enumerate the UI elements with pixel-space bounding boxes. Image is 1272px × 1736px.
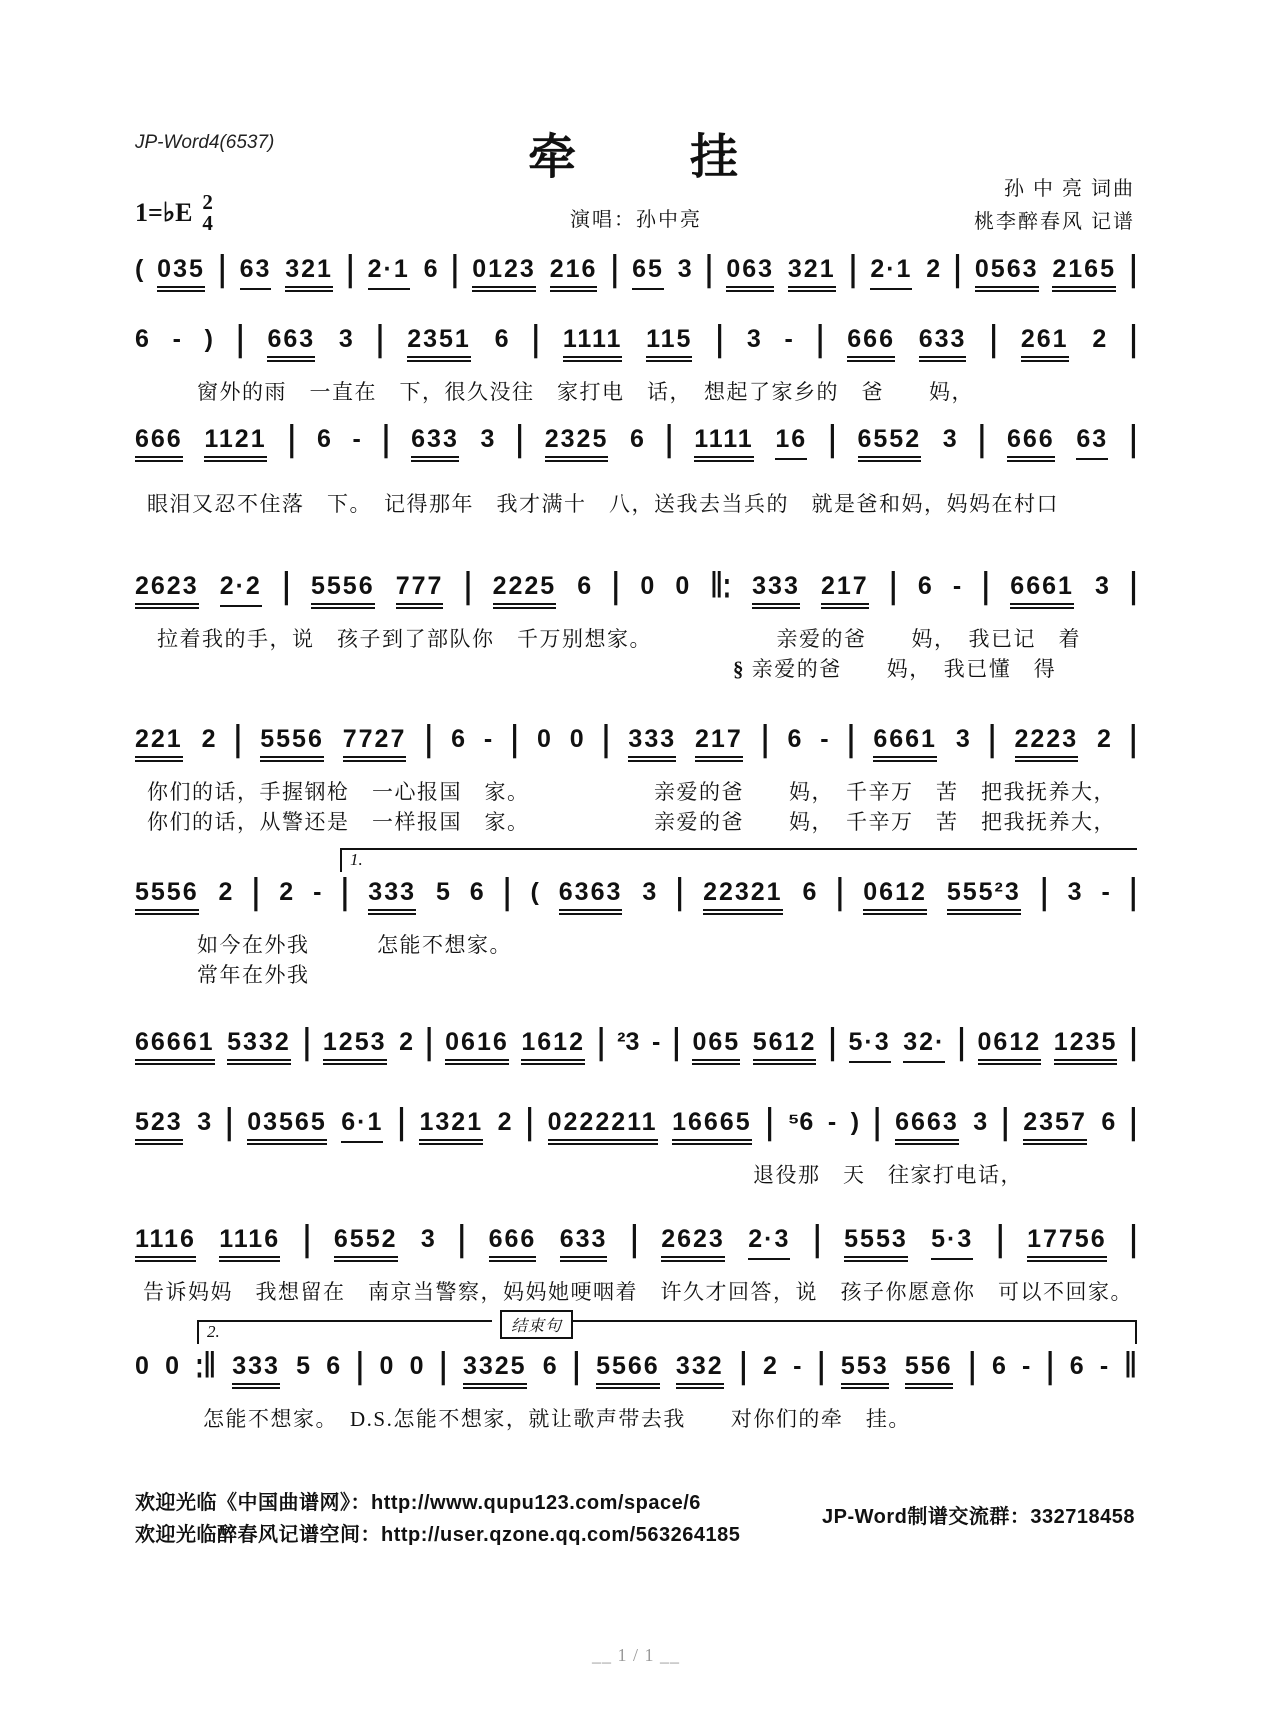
music-system-8 [135, 1101, 1137, 1188]
footer-site-link-2: 欢迎光临醉春风记谱空间：http://user.qzone.qq.com/563264185 [135, 1524, 741, 1546]
lyric-line: 你们的话，手握钢枪 一心报国 家。 亲爱的爸 妈， 千辛万 苦 把我抚养大， [147, 780, 1116, 804]
page-number: __ 1 / 1 __ [591, 1645, 680, 1665]
music-system-5 [135, 718, 1137, 836]
lyric-text: 亲爱的爸 妈， 我已懂 得 [751, 657, 1057, 682]
software-watermark: JP-Word4(6537) [135, 132, 275, 153]
transcriber-credit: 桃李醉春风 记谱 [974, 211, 1135, 233]
music-system-6 [135, 850, 1137, 989]
music-system-2 [135, 318, 1137, 405]
notation-line: ( 035 | 63 321 | 2·1 6 | 0123 216 | 65 3 | 063 321 | 2·1 2 | 0563 2165 | [135, 255, 1137, 297]
notation-line: 66661 5332 | 1253 2 | 0616 1612 | ²3 - | 065 5612 | 5·3 32· | 0612 1235 | [135, 1028, 1137, 1070]
music-system-4 [135, 565, 1137, 683]
music-system-1 [135, 248, 1137, 297]
footer-site-link-1: 欢迎光临《中国曲谱网》：http://www.qupu123.com/space/6 [135, 1492, 701, 1514]
lyric-line: 怎能不想家。 D.S.怎能不想家，就让歌声带去我 对你们的牵 挂。 [203, 1407, 911, 1431]
lyric-line: 告诉妈妈 我想留在 南京当警察，妈妈她哽咽着 许久才回答，说 孩子你愿意你 可以不回家。 [143, 1280, 1133, 1304]
notation-line: 6 - ) | 663 3 | 2351 6 | 1111 115 | 3 - | 666 633 | 261 2 | [135, 325, 1137, 367]
notation-line: 0 0 :‖ 333 5 6 | 0 0 | 3325 6 | 5566 332 | 2 - | 553 556 | 6 - | 6 - ‖ [135, 1352, 1137, 1394]
notation-line: 221 2 | 5556 7727 | 6 - | 0 0 | 333 217 | 6 - | 6661 3 | 2223 2 | [135, 725, 1137, 767]
notation-line: 1116 1116 | 6552 3 | 666 633 | 2623 2·3 | 5553 5·3 | 17756 | [135, 1225, 1137, 1267]
lyric-line: 窗外的雨 一直在 下，很久没往 家打电 话， 想起了家乡的 爸 妈， [197, 380, 974, 404]
key-label: 1=♭E [135, 198, 193, 227]
lyric-line-verse2: 常年在外我 [197, 963, 310, 988]
meter-denominator: 4 [202, 211, 213, 235]
lyric-line-verse2 [135, 656, 1137, 682]
music-system-3 [135, 418, 1137, 517]
music-system-10 [135, 1318, 1137, 1432]
footer-qq-group: JP-Word制谱交流群：332718458 [822, 1506, 1135, 1528]
lyric-line: 退役那 天 往家打电话， [753, 1163, 1023, 1187]
lyric-line: 拉着我的手，说 孩子到了部队你 千万别想家。 亲爱的爸 妈， 我已记 着 [157, 627, 1081, 651]
time-signature [202, 192, 213, 234]
ending-label: 结束句 [500, 1310, 573, 1339]
notation-line: 5556 2 | 2 - | 333 5 6 | ( 6363 3 | 22321 6 | 0612 555²3 | 3 - | [135, 878, 1137, 920]
key-signature [135, 192, 213, 234]
ending-bracket [500, 1320, 1137, 1344]
volta-1-bracket: 1. [340, 848, 1137, 872]
notation-line: 2623 2·2 | 5556 777 | 2225 6 | 0 0 ‖: 333 217 | 6 - | 6661 3 | [135, 572, 1137, 614]
notation-line: 523 3 | 03565 6·1 | 1321 2 | 0222211 16665 | ⁵6 - ) | 6663 3 | 2357 6 | [135, 1108, 1137, 1150]
performer-credit: 演唱：孙中亮 [570, 209, 702, 231]
composer-credit: 孙 中 亮 词曲 [1004, 178, 1135, 200]
meter-numerator: 2 [202, 190, 213, 214]
notation-line: 666 1121 | 6 - | 633 3 | 2325 6 | 1111 16 | 6552 3 | 666 63 | [135, 425, 1137, 467]
music-system-7 [135, 1021, 1137, 1070]
music-system-9 [135, 1218, 1137, 1305]
volta-2-bracket: 2. [197, 1320, 492, 1344]
lyric-line: 如今在外我 怎能不想家。 [197, 933, 512, 957]
lyric-line: 眼泪又忍不住落 下。 记得那年 我才满十 八，送我去当兵的 就是爸和妈，妈妈在村口 [147, 492, 1059, 516]
lyric-line-verse2: 你们的话，从警还是 一样报国 家。 亲爱的爸 妈， 千辛万 苦 把我抚养大， [147, 810, 1116, 835]
segno-icon: § [733, 657, 745, 682]
song-title: 牵 挂 [527, 131, 744, 184]
